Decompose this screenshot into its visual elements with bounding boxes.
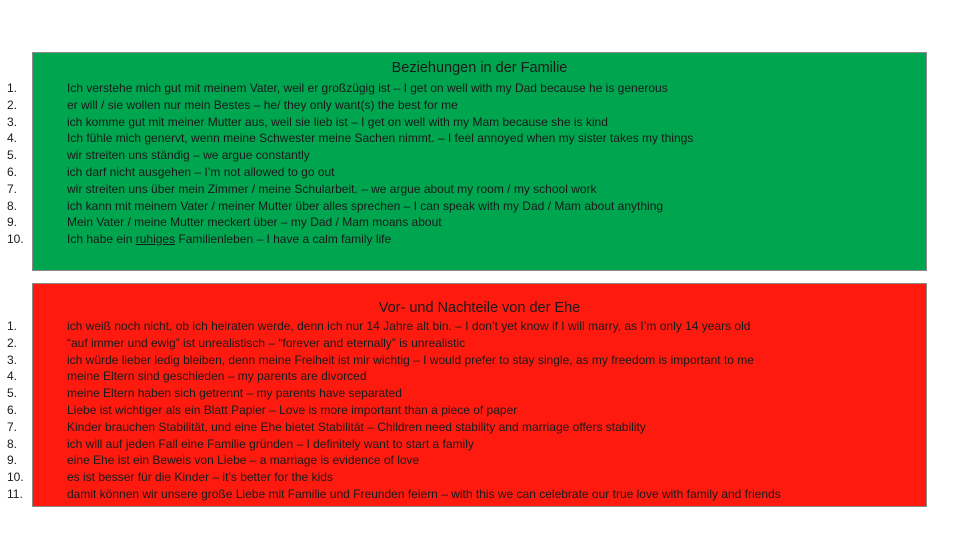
item-text: Ich verstehe mich gut mit meinem Vater, weil er großzügig ist – I get on well with my Dad because he is generous <box>67 81 668 95</box>
item-text-after: Familienleben – I have a calm family life <box>175 232 392 247</box>
item-number: 7. <box>7 419 18 434</box>
item-number: 1. <box>7 81 18 95</box>
item-text: es ist besser für die Kinder – it’s better for the kids <box>67 470 333 485</box>
family-box-title: Beziehungen in der Familie <box>391 60 568 76</box>
item-text: ich darf nicht ausgehen – I’m not allowed to go out <box>67 164 335 179</box>
item-text: ich komme gut mit meiner Mutter aus, weil sie lieb ist – I get on well with my Mam because she is kind <box>67 114 608 129</box>
item-text: ich würde lieber ledig bleiben, denn meine Freiheit ist mir wichtig – I would prefer to stay single, as my freedom is important to me <box>67 352 754 367</box>
item-number: 10. <box>7 470 24 485</box>
item-text-before: Ich habe ein <box>67 232 136 247</box>
marriage-pros-cons-box <box>7 283 927 507</box>
item-number: 5. <box>7 386 18 401</box>
item-text: er will / sie wollen nur mein Bestes – he/ they only want(s) the best for me <box>67 97 458 112</box>
item-text: Mein Vater / meine Mutter meckert über – my Dad / Mam moans about <box>67 215 442 230</box>
item-text: “auf immer und ewig” ist unrealistisch – “forever and eternally” is unrealistic <box>67 335 466 350</box>
item-text: damit können wir unsere große Liebe mit Familie und Freunden feiern – with this we can celebrate our true love with family and friends <box>67 486 781 501</box>
item-text: ich kann mit meinem Vater / meiner Mutter über alles sprechen – I can speak with my Dad / Mam about anything <box>67 198 664 213</box>
item-number: 11. <box>7 486 23 501</box>
item-text-underlined: ruhiges <box>135 232 176 247</box>
item-text: wir streiten uns über mein Zimmer / meine Schularbeit. – we argue about my room / my school work <box>67 181 597 196</box>
item-number: 4. <box>7 369 18 384</box>
item-text: Liebe ist wichtiger als ein Blatt Papier – Love is more important than a piece of paper <box>67 402 518 417</box>
family-relationships-box <box>7 52 927 271</box>
item-text: ich weiß noch nicht, ob ich heiraten werde, denn ich nur 14 Jahre alt bin. – I don’t yet know if I will marry, as I’m only 14 years old <box>67 319 751 333</box>
item-text <box>67 231 391 248</box>
item-text: ich will auf jeden Fall eine Familie gründen – I definitely want to start a family <box>67 436 474 451</box>
item-number: 8. <box>7 198 18 213</box>
item-text: meine Eltern haben sich getrennt – my parents have separated <box>67 386 402 401</box>
item-number: 8. <box>7 436 18 451</box>
item-number: 6. <box>7 164 18 179</box>
item-number: 3. <box>7 352 18 367</box>
item-number: 10. <box>7 232 24 247</box>
item-number: 3. <box>7 114 18 129</box>
item-number: 5. <box>7 148 18 163</box>
item-number: 4. <box>7 131 18 146</box>
marriage-box-title: Vor- und Nachteile von der Ehe <box>378 300 581 316</box>
item-number: 2. <box>7 335 18 350</box>
item-text: wir streiten uns ständig – we argue constantly <box>67 148 310 163</box>
item-text: meine Eltern sind geschieden – my parents are divorced <box>67 369 367 384</box>
item-number: 7. <box>7 181 18 196</box>
item-number: 9. <box>7 215 18 230</box>
item-number: 6. <box>7 402 18 417</box>
item-text: eine Ehe ist ein Beweis von Liebe – a marriage is evidence of love <box>67 453 420 468</box>
item-number: 9. <box>7 453 18 468</box>
item-text: Ich fühle mich genervt, wenn meine Schwester meine Sachen nimmt. – I feel annoyed when my sister takes my things <box>67 131 694 146</box>
item-number: 2. <box>7 97 18 112</box>
item-text: Kinder brauchen Stabilität, und eine Ehe bietet Stabilität – Children need stability and marriage offers stability <box>67 419 646 434</box>
item-number: 1. <box>7 319 18 333</box>
